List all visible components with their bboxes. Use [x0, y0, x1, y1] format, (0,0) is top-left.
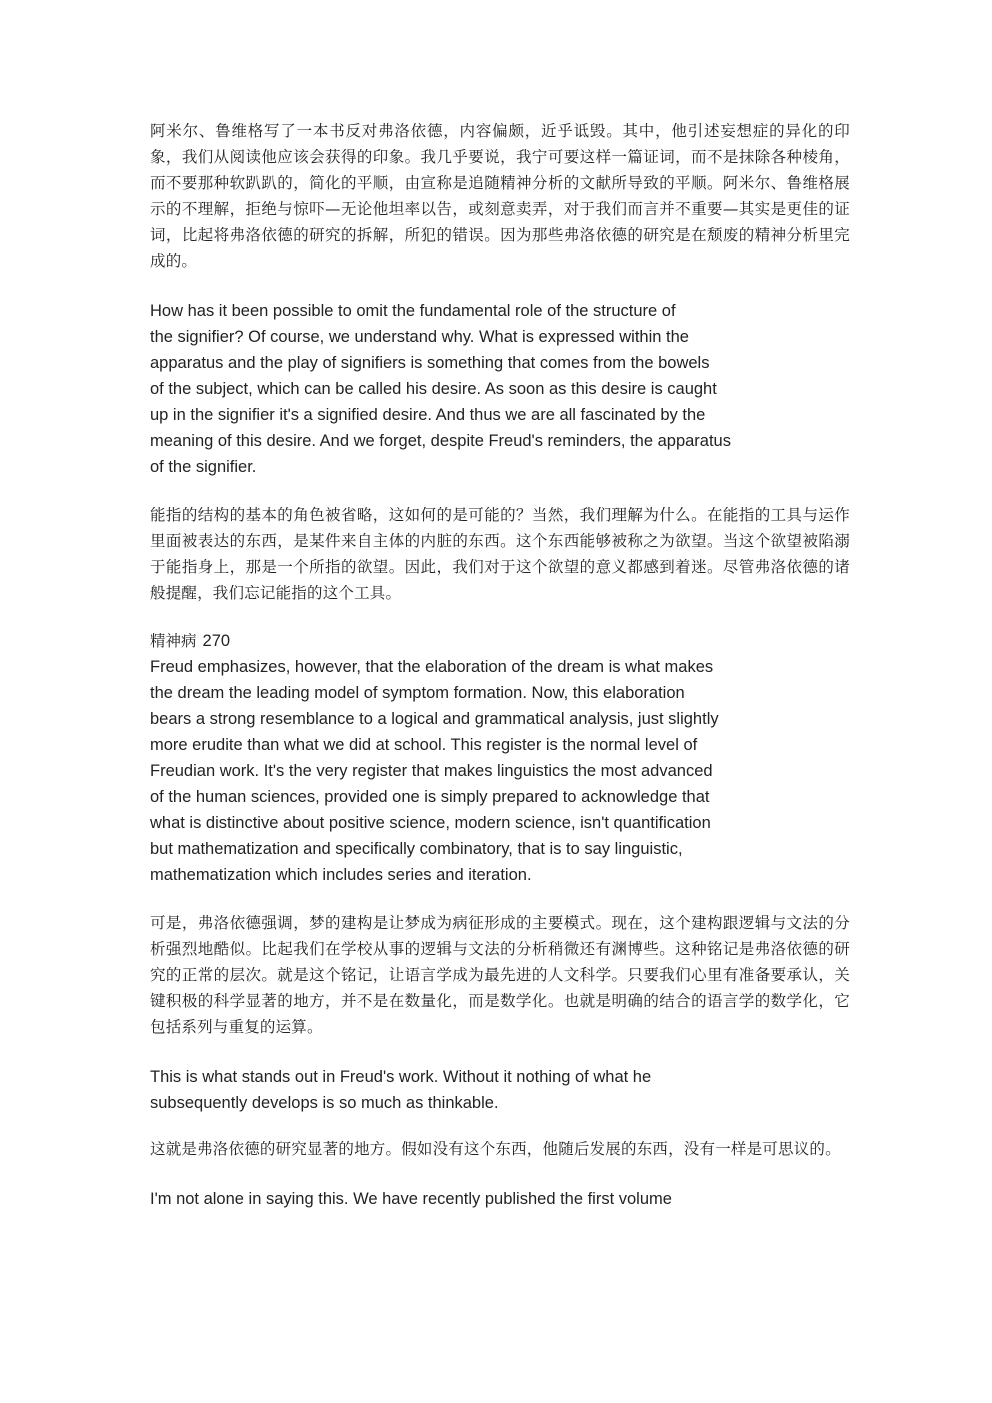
text-line: I'm not alone in saying this. We have recently published the first volume: [150, 1190, 672, 1208]
page-heading: [150, 628, 850, 654]
text-line: more erudite than what we did at school. This register is the normal level of: [150, 736, 698, 754]
text-line: subsequently develops is so much as thinkable.: [150, 1094, 499, 1112]
heading-title: 精神病: [150, 632, 197, 650]
text-line: up in the signifier it's a signified desire. And thus we are all fascinated by the: [150, 406, 706, 424]
paragraph-gap: [150, 1040, 850, 1064]
text-line: Freudian work. It's the very register that makes linguistics the most advanced: [150, 762, 713, 780]
chinese-paragraph-4: 这就是弗洛依德的研究显著的地方。假如没有这个东西，他随后发展的东西，没有一样是可思议的。: [150, 1140, 841, 1158]
text-line: meaning of this desire. And we forget, despite Freud's reminders, the apparatus: [150, 432, 731, 450]
text-line: mathematization which includes series and iteration.: [150, 866, 532, 884]
english-paragraph-4: [150, 1186, 850, 1212]
paragraph-gap: [150, 1162, 850, 1186]
text-line: but mathematization and specifically combinatory, that is to say linguistic,: [150, 840, 683, 858]
text-line: of the subject, which can be called his desire. As soon as this desire is caught: [150, 380, 717, 398]
chinese-paragraph-3: 可是，弗洛依德强调，梦的建构是让梦成为病征形成的主要模式。现在，这个建构跟逻辑与文法的分析强烈地酷似。比起我们在学校从事的逻辑与文法的分析稍微还有渊博些。这种铭记是弗洛依德的研究的正常的层次。就是这个铭记，让语言学成为最先进的人文科学。只要我们心里有准备要承认，关键积极的科学显著的地方，并不是在数量化，而是数学化。也就是明确的结合的语言学的数学化，它包括系列与重复的运算。: [150, 914, 850, 1036]
english-paragraph-2: [150, 654, 850, 888]
paragraph-gap: [150, 1116, 850, 1136]
text-line: of the human sciences, provided one is simply prepared to acknowledge that: [150, 788, 710, 806]
text-line: the signifier? Of course, we understand why. What is expressed within the: [150, 328, 689, 346]
paragraph-gap: [150, 480, 850, 502]
document-page: [150, 118, 850, 1212]
text-line: bears a strong resemblance to a logical and grammatical analysis, just slightly: [150, 710, 719, 728]
chinese-paragraph-2: 能指的结构的基本的角色被省略，这如何的是可能的？当然，我们理解为什么。在能指的工具与运作里面被表达的东西，是某件来自主体的内脏的东西。这个东西能够被称之为欲望。当这个欲望被陷溺于能指身上，那是一个所指的欲望。因此，我们对于这个欲望的意义都感到着迷。尽管弗洛依德的诸般提醒，我们忘记能指的这个工具。: [150, 506, 850, 602]
paragraph-gap: [150, 606, 850, 628]
english-paragraph-3: [150, 1064, 850, 1116]
text-line: what is distinctive about positive science, modern science, isn't quantification: [150, 814, 711, 832]
text-line: apparatus and the play of signifiers is something that comes from the bowels: [150, 354, 710, 372]
english-paragraph-1: [150, 298, 850, 480]
page-number: 270: [202, 632, 231, 650]
text-line: the dream the leading model of symptom formation. Now, this elaboration: [150, 684, 685, 702]
paragraph-gap: [150, 274, 850, 298]
text-line: How has it been possible to omit the fundamental role of the structure of: [150, 302, 676, 320]
chinese-paragraph-1: 阿米尔、鲁维格写了一本书反对弗洛依德，内容偏颇，近乎诋毁。其中，他引述妄想症的异化的印象，我们从阅读他应该会获得的印象。我几乎要说，我宁可要这样一篇证词，而不是抹除各种棱角，而不要那种软趴趴的，简化的平顺，由宣称是追随精神分析的文献所导致的平顺。阿米尔、鲁维格展示的不理解，拒绝与惊吓—无论他坦率以告，或刻意卖弄，对于我们而言并不重要—其实是更佳的证词，比起将弗洛依德的研究的拆解，所犯的错误。因为那些弗洛依德的研究是在颓废的精神分析里完成的。: [150, 122, 850, 270]
paragraph-gap: [150, 888, 850, 910]
text-line: Freud emphasizes, however, that the elaboration of the dream is what makes: [150, 658, 714, 676]
text-line: of the signifier.: [150, 458, 257, 476]
text-line: This is what stands out in Freud's work. Without it nothing of what he: [150, 1068, 652, 1086]
